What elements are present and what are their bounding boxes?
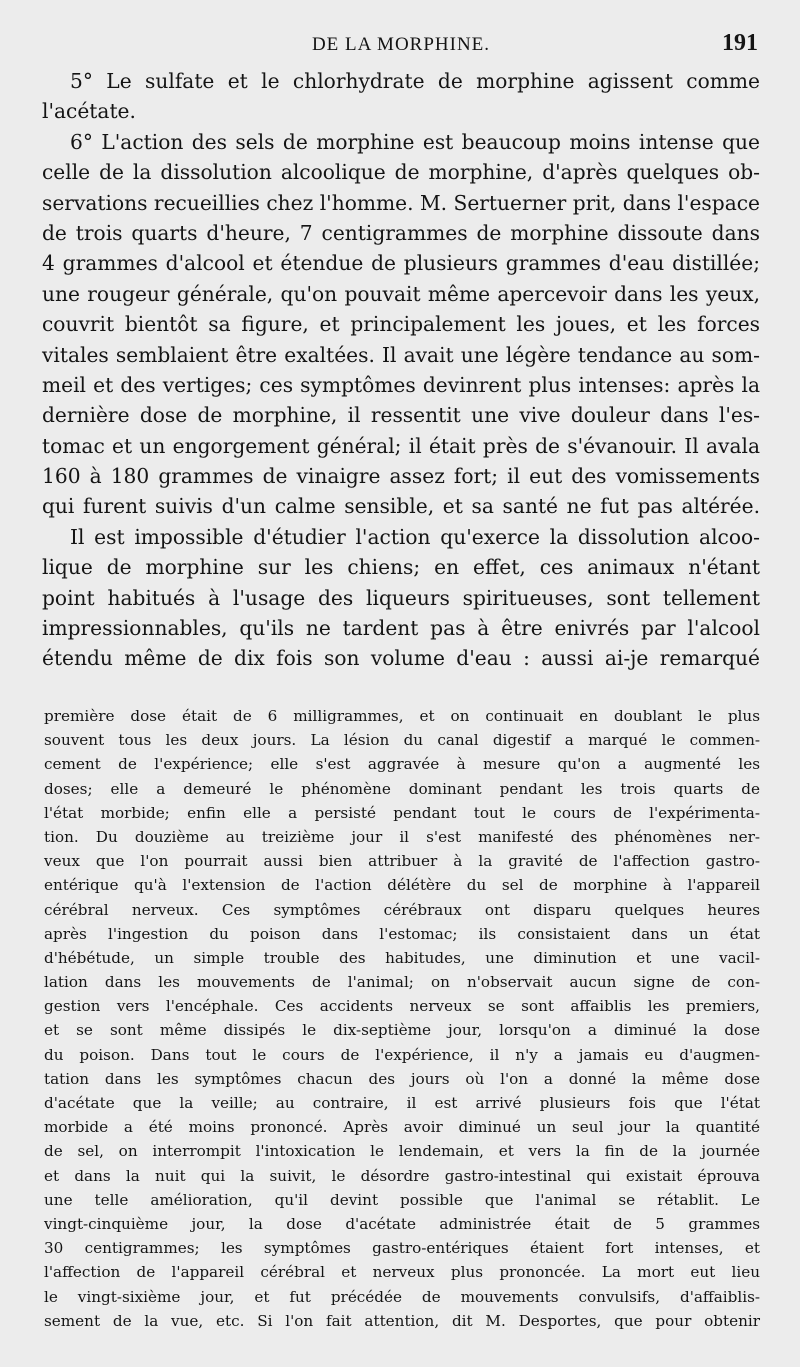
text-line: tomac et un engorgement général; il était près de s'évanouir. Il avala [42,433,760,458]
footnote-line: de sel, on interrompit l'intoxication le lendemain, et vers la fin de la journée [44,1142,760,1161]
text-line: vitales semblaient être exaltées. Il avait une légère tendance au som- [42,342,760,367]
footnote-line: sement de la vue, etc. Si l'on fait attention, dit M. Desportes, que pour obtenir [44,1311,760,1330]
footnote-line: d'hébétude, un simple trouble des habitudes, une diminution et une vacil- [44,948,760,967]
text-line: impressionnables, qu'ils ne tardent pas à être enivrés par l'alcool [42,616,760,641]
footnote-line: d'acétate que la veille; au contraire, il est arrivé plusieurs fois que l'état [44,1094,760,1112]
footnote-line: gestion vers l'encéphale. Ces accidents nerveux se sont affaiblis les premiers, [44,997,760,1016]
footnote-line: l'état morbide; enfin elle a persisté pendant tout le cours de l'expérimenta- [44,803,760,822]
text-line: l'acétate. [42,99,136,124]
footnote-line: lation dans les mouvements de l'animal; on n'observait aucun signe de con- [44,973,760,992]
text-line: une rougeur générale, qu'on pouvait même apercevoir dans les yeux, [42,281,760,306]
footnote-line: souvent tous les deux jours. La lésion du canal digestif a marqué le commen- [44,731,760,750]
footnote-line: une telle amélioration, qu'il devint possible que l'animal se rétablit. Le [44,1190,760,1209]
page-header [42,30,760,62]
text-line: 160 à 180 grammes de vinaigre assez fort; il eut des vomissements [42,464,760,489]
footnote-line: entérique qu'à l'extension de l'action délétère du sel de morphine à l'appareil [44,876,760,895]
footnote-line: le vingt-sixième jour, et fut précédée de mouvements convulsifs, d'affaiblis- [44,1287,760,1306]
footnote-line: l'affection de l'appareil cérébral et nerveux plus prononcée. La mort eut lieu [44,1263,760,1282]
text-line: couvrit bientôt sa figure, et principalement les joues, et les forces [42,312,760,337]
text-line: 5° Le sulfate et le chlorhydrate de morphine agissent comme [70,69,760,93]
text-line: meil et des vertiges; ces symptômes devinrent plus intenses: après la [42,372,760,397]
text-line: lique de morphine sur les chiens; en effet, ces animaux n'étant [42,555,760,580]
text-line: servations recueillies chez l'homme. M. Sertuerner prit, dans l'espace [42,190,760,215]
footnote-line: après l'ingestion du poison dans l'estomac; ils consistaient dans un état [44,924,760,943]
footnote-line: et dans la nuit qui la suivit, le désordre gastro-intestinal qui existait éprouva [44,1166,760,1185]
page-number: 191 [722,30,758,56]
text-line: 6° L'action des sels de morphine est beaucoup moins intense que [70,129,760,154]
text-line: 4 grammes d'alcool et étendue de plusieurs grammes d'eau distillée; [42,251,760,276]
text-line: point habitués à l'usage des liqueurs spiritueuses, sont tellement [42,585,760,610]
running-head: DE LA MORPHINE. [311,34,491,55]
text-line: étendu même de dix fois son volume d'eau : aussi ai-je remarqué [42,646,760,671]
text-line: de trois quarts d'heure, 7 centigrammes de morphine dissoute dans [42,220,760,245]
footnote-line: 30 centigrammes; les symptômes gastro-entériques étaient fort intenses, et [44,1239,760,1258]
footnote-line: et se sont même dissipés le dix-septième jour, lorsqu'on a diminué la dose [44,1021,760,1040]
text-line: Il est impossible d'étudier l'action qu'exerce la dissolution alcoo- [70,524,760,549]
footnote-line: tation dans les symptômes chacun des jours où l'on a donné la même dose [44,1069,760,1088]
main-text [42,66,760,674]
footnote-line: cérébral nerveux. Ces symptômes cérébraux ont disparu quelques heures [44,900,760,919]
footnote-line: première dose était de 6 milligrammes, et on continuait en doublant le plus [44,707,760,725]
footnote-line: doses; elle a demeuré le phénomène dominant pendant les trois quarts de [44,779,760,798]
footnote-line: vingt-cinquième jour, la dose d'acétate administrée était de 5 grammes [44,1214,760,1233]
footnote-line: veux que l'on pourrait aussi bien attribuer à la gravité de l'affection gastro- [44,852,760,871]
footnote-line: cement de l'expérience; elle s'est aggravée à mesure qu'on a augmenté les [44,755,760,774]
footnote-line: du poison. Dans tout le cours de l'expérience, il n'y a jamais eu d'augmen- [44,1045,760,1064]
text-line: celle de la dissolution alcoolique de morphine, d'après quelques ob- [42,160,760,185]
text-line: qui furent suivis d'un calme sensible, et sa santé ne fut pas altérée. [42,494,760,519]
footnote-text [44,704,760,1333]
text-line: dernière dose de morphine, il ressentit une vive douleur dans l'es- [42,403,760,428]
footnote-line: tion. Du douzième au treizième jour il s'est manifesté des phénomènes ner- [44,827,760,846]
footnote-line: morbide a été moins prononcé. Après avoir diminué un seul jour la quantité [44,1118,760,1137]
